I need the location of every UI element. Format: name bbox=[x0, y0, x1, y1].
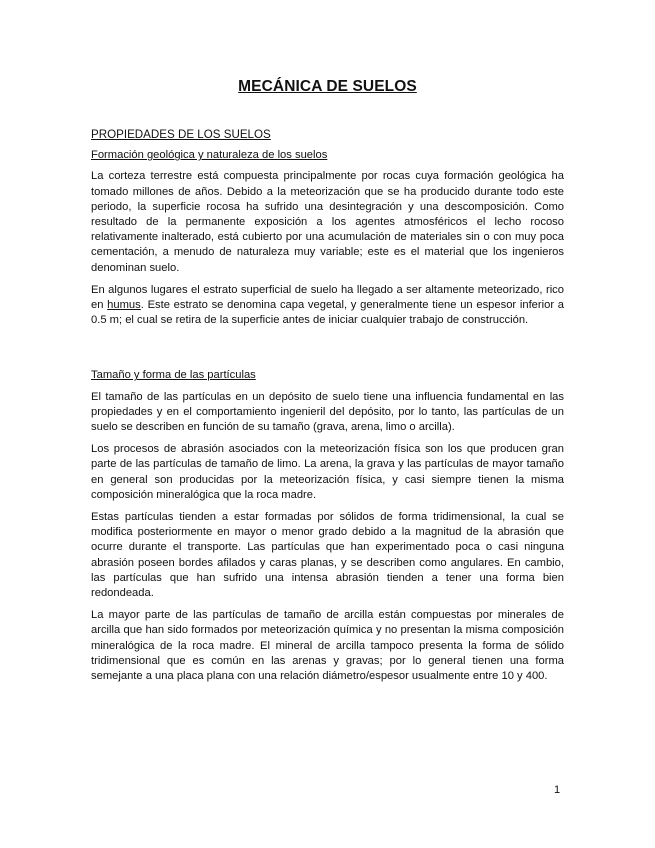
document-title: MECÁNICA DE SUELOS bbox=[238, 78, 417, 95]
page-number: 1 bbox=[554, 784, 561, 796]
subsection-heading-formacion: Formación geológica y naturaleza de los suelos bbox=[91, 149, 328, 162]
paragraph-estrato bbox=[91, 283, 564, 329]
paragraph-tamano: El tamaño de las partículas en un depósito de suelo tiene una influencia fundamental en las propiedades y en el comportamiento ingenieril del depósito, por lo tanto, las partículas de un suelo se describen en función de su tamaño (grava, arena, limo o arcilla). bbox=[91, 390, 564, 434]
paragraph-abrasion: Los procesos de abrasión asociados con la meteorización física son los que producen gran parte de las partículas de tamaño de limo. La arena, la grava y las partículas de mayor tamaño en general son producidas por la meteorización física, y casi siempre tienen la misma composición mineralógica que la roca madre. bbox=[91, 443, 564, 501]
paragraph-particulas: Estas partículas tienden a estar formadas por sólidos de forma tridimensional, la cual se modifica posteriormente en mayor o menor grado debido a la magnitud de la abrasión que ocurre durante el transporte. Las partículas que han experimentado poca o casi ninguna abrasión poseen bordes afilados y caras planas, y se describen como angulares. En cambio, las partículas que han sufrido una intensa abrasión tienden a tener una forma bien redondeada. bbox=[91, 511, 564, 600]
paragraph-arcilla: La mayor parte de las partículas de tamaño de arcilla están compuestas por minerales de arcilla que han sido formados por meteorización química y no presentan la misma composición mineralógica de la roca madre. El mineral de arcilla tampoco presenta la forma de sólido tridimensional que es común en las arenas y gravas; por lo general tienen una forma semejante a una placa plana con una relación diámetro/espesor usualmente entre 10 y 400. bbox=[91, 609, 564, 683]
humus-link[interactable]: humus bbox=[107, 299, 141, 312]
paragraph-estrato-text-start: En algunos lugares el estrato superficial de suelo ha llegado a ser altamente meteorizado, rico en bbox=[91, 283, 564, 312]
subsection-heading-tamano: Tamaño y forma de las partículas bbox=[91, 369, 256, 382]
section-heading: PROPIEDADES DE LOS SUELOS bbox=[91, 128, 271, 141]
section-spacer bbox=[91, 335, 564, 368]
paragraph-estrato-text-end: . Este estrato se denomina capa vegetal, y generalmente tiene un espesor inferior a 0.5 m; el cual se retira de la superficie antes de iniciar cualquier trabajo de construcción. bbox=[91, 299, 564, 327]
paragraph-corteza: La corteza terrestre está compuesta principalmente por rocas cuya formación geológica ha tomado millones de años. Debido a la meteorización que se ha producido durante todo este periodo, la superficie rocosa ha sufrido una desintegración y una descomposición. Como resultado de la permanente exposición a los agentes atmosféricos el lecho rocoso relativamente inalterado, está cubierto por una acumulación de materiales sin o con muy poca cementación, a menudo de naturaleza muy variable; este es el material que los ingenieros denominan suelo. bbox=[91, 170, 564, 274]
document-body bbox=[91, 127, 564, 691]
